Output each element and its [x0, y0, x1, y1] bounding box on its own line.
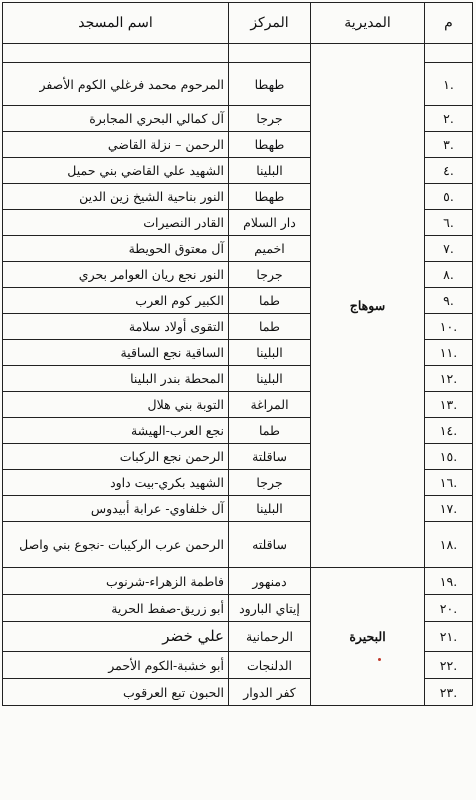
row-mosque: آل كمالي البحري المجابرة [3, 106, 229, 132]
row-center: دار السلام [229, 210, 311, 236]
row-number: .٢١ [425, 622, 473, 652]
row-number: .٢٠ [425, 595, 473, 622]
row-center: المراغة [229, 392, 311, 418]
row-center: جرجا [229, 106, 311, 132]
row-number: .٥ [425, 184, 473, 210]
row-number: .١٤ [425, 418, 473, 444]
row-center: البلينا [229, 158, 311, 184]
directorate-cell: سوهاج [311, 44, 425, 568]
row-mosque: الرحمن عرب الركيبات -نجوع بني واصل [3, 522, 229, 568]
row-number: .٢٣ [425, 679, 473, 706]
row-mosque: التقوى أولاد سلامة [3, 314, 229, 340]
row-mosque: المرحوم محمد فرغلي الكوم الأصفر [3, 63, 229, 106]
row-mosque: آل خلفاوي- عرابة أبيدوس [3, 496, 229, 522]
row-number: .١٩ [425, 568, 473, 595]
header-center: المركز [229, 3, 311, 44]
row-center: البلينا [229, 496, 311, 522]
row-number: .١٦ [425, 470, 473, 496]
row-center: طهطا [229, 132, 311, 158]
directorate-cell: البحيرة [311, 568, 425, 706]
row-number: .٢ [425, 106, 473, 132]
row-mosque: الساقية نجع الساقية [3, 340, 229, 366]
header-mosque: اسم المسجد [3, 3, 229, 44]
row-center: طهطا [229, 63, 311, 106]
row-mosque: الكبير كوم العرب [3, 288, 229, 314]
row-center: جرجا [229, 470, 311, 496]
row-mosque: علي خضر [3, 622, 229, 652]
row-number: .٤ [425, 158, 473, 184]
row-number: .٢٢ [425, 652, 473, 679]
row-mosque: أبو خشبة-الكوم الأحمر [3, 652, 229, 679]
row-mosque: فاطمة الزهراء-شرنوب [3, 568, 229, 595]
row-mosque: النور نجع ريان العوامر بحري [3, 262, 229, 288]
row-mosque: الرحمن – نزلة القاضي [3, 132, 229, 158]
mosque-table [2, 2, 473, 706]
row-number: .٨ [425, 262, 473, 288]
row-number: .١ [425, 63, 473, 106]
row-center: طما [229, 288, 311, 314]
row-number: .١٥ [425, 444, 473, 470]
row-mosque: التوبة بني هلال [3, 392, 229, 418]
row-mosque: الرحمن نجع الركبات [3, 444, 229, 470]
row-center: الدلنجات [229, 652, 311, 679]
row-center: جرجا [229, 262, 311, 288]
row-number: .٦ [425, 210, 473, 236]
spacer-row [3, 44, 473, 63]
row-center: الرحمانية [229, 622, 311, 652]
row-number: .١٣ [425, 392, 473, 418]
row-center: دمنهور [229, 568, 311, 595]
row-center: ساقلتة [229, 444, 311, 470]
row-mosque: نجع العرب-الهيشة [3, 418, 229, 444]
row-center: طما [229, 314, 311, 340]
row-number: .١٢ [425, 366, 473, 392]
row-center: البلينا [229, 366, 311, 392]
row-center: البلينا [229, 340, 311, 366]
row-center: طما [229, 418, 311, 444]
row-mosque: القادر النصيرات [3, 210, 229, 236]
row-mosque: النور بناحية الشيخ زين الدين [3, 184, 229, 210]
row-number: .١٧ [425, 496, 473, 522]
table-header-row [3, 3, 473, 44]
header-directorate: المديرية [311, 3, 425, 44]
row-number: .١٠ [425, 314, 473, 340]
row-number: .١١ [425, 340, 473, 366]
ink-speck [378, 658, 381, 661]
row-center: طهطا [229, 184, 311, 210]
row-mosque: الشهيد علي القاضي بني حميل [3, 158, 229, 184]
row-mosque: المحطة بندر البلينا [3, 366, 229, 392]
row-number: .٣ [425, 132, 473, 158]
header-num: م [425, 3, 473, 44]
row-number: .٧ [425, 236, 473, 262]
row-mosque: أبو زريق-صفط الحرية [3, 595, 229, 622]
row-center: إيتاي البارود [229, 595, 311, 622]
row-number: .٩ [425, 288, 473, 314]
row-mosque: الحبون تبع العرقوب [3, 679, 229, 706]
table-row [3, 568, 473, 595]
row-center: ساقلته [229, 522, 311, 568]
row-center: اخميم [229, 236, 311, 262]
row-mosque: آل معتوق الحويطة [3, 236, 229, 262]
row-number: .١٨ [425, 522, 473, 568]
row-center: كفر الدوار [229, 679, 311, 706]
row-mosque: الشهيد بكري-بيت داود [3, 470, 229, 496]
